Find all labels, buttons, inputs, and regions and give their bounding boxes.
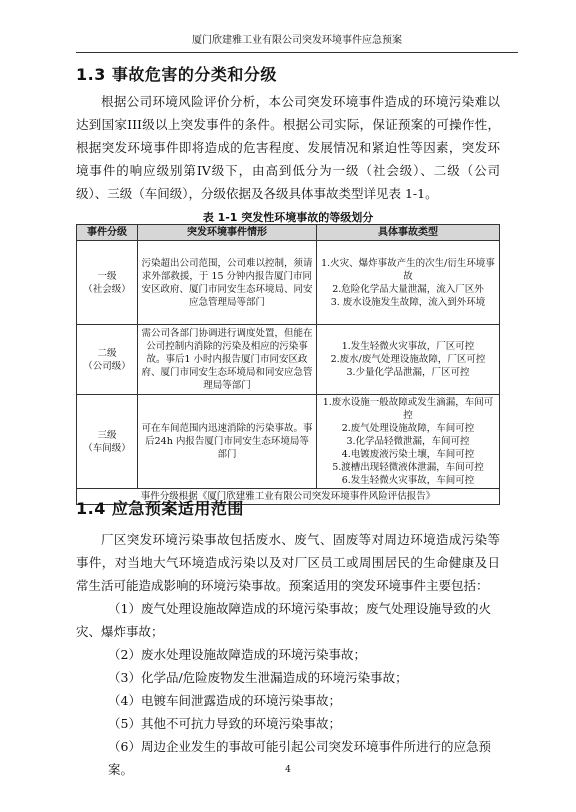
type-item: 3.化学品轻微泄漏，车间可控 — [346, 436, 470, 447]
list-item: （5）其他不可抗力导致的环境污染事故； — [108, 716, 341, 731]
table-row — [77, 395, 500, 489]
type-item: 1.发生轻微火灾事故，厂区可控 — [341, 341, 475, 352]
type-item: 4.电镀废液污染土壤，车间可控 — [341, 449, 475, 460]
section-1-4-paragraph — [76, 528, 500, 597]
level-cell — [77, 241, 138, 325]
section-1-3-paragraph — [76, 90, 500, 205]
type-item: 2.废气处理设施故障，车间可控 — [341, 423, 475, 434]
list-item: （1）废气处理设施故障造成的环境污染事故；废气处理设施导致的火灾、爆炸事故； — [76, 601, 491, 639]
type-item: 3.少量化学品泄漏，厂区可控 — [346, 367, 470, 378]
types-cell — [317, 395, 500, 489]
scenario-cell: 可在车间范围内迅速消除的污染事故。事后24h 内报告厦门市同安生态环境局等部门 — [138, 395, 317, 489]
type-item: 1.火灾、爆炸事故产生的次生/衍生环境事故 — [321, 257, 495, 282]
section-heading-1-3: 1.3 事故危害的分类和分级 — [76, 65, 277, 84]
page-number: 4 — [285, 765, 291, 775]
header-scenario: 突发环境事件情形 — [138, 225, 317, 241]
list-item: （4）电镀车间泄露造成的环境污染事故； — [108, 693, 341, 708]
table-row — [77, 241, 500, 325]
table-row — [77, 325, 500, 395]
page-header: 厦门欣建雅工业有限公司突发环境事件应急预案 — [76, 30, 518, 53]
scenario-cell: 污染超出公司范围，公司难以控制，须请求外部救援，于 15 分钟内报告厦门市同安区政府、厦门市同安生态环境局、同安应急管理局等部门 — [138, 241, 317, 325]
level-scope: （车间级） — [83, 442, 131, 454]
type-item: 2.废水/废气处理设施故障，厂区可控 — [330, 354, 486, 365]
level-name: 三级 — [97, 429, 117, 441]
level-scope: （社会级） — [83, 283, 131, 295]
header-types: 具体事故类型 — [317, 225, 500, 241]
list-item: （6）周边企业发生的事故可能引起公司突发环境事件所进行的应急预案。 — [108, 739, 491, 777]
table-caption: 表 1-1 突发性环境事故的等级划分 — [202, 211, 374, 224]
table-header-row — [77, 225, 500, 241]
type-item: 6.发生轻微火灾事故，车间可控 — [341, 475, 475, 486]
scenario-cell: 需公司各部门协调进行调度处置，但能在公司控制内消除的污染及相应的污染事故。事后1 小时内报告厦门市同安区政府、厦门市同安生态环境局和同安应急管理局等部门 — [138, 325, 317, 395]
level-cell — [77, 325, 138, 395]
types-cell — [317, 325, 500, 395]
classification-paragraph: 根据公司环境风险评价分析，本公司突发环境事件造成的环境污染难以达到国家III级以上突发事件的条件。根据公司实际，保证预案的可操作性，根据突发环境事件即将造成的危害程度、发展情况和紧迫性等因素，突发环境事件的响应级别第IV级下，由高到低分为一级（社会级）、二级（公司级）、三级（车间级），分级依据及各级具体事故类型详见表 1-1。 — [76, 94, 500, 201]
list-item: （3）化学品/危险废物发生泄漏造成的环境污染事故； — [108, 670, 408, 685]
header-level: 事件分级 — [77, 225, 138, 241]
type-item: 5.渡槽出现轻微液体泄漏，车间可控 — [332, 462, 484, 473]
level-cell — [77, 395, 138, 489]
type-item: 1.废水设施一般故障或发生滴漏，车间可控 — [322, 397, 494, 421]
level-name: 一级 — [97, 270, 117, 282]
section-heading-1-4: 1.4 应急预案适用范围 — [76, 499, 244, 518]
types-cell — [317, 241, 500, 325]
type-item: 3. 废水设施发生故障，流入到外环境 — [330, 296, 486, 308]
scope-paragraph: 厂区突发环境污染事故包括废水、废气、固废等对周边环境造成污染等事件，对当地大气环境造成污染以及对厂区员工或周围居民的生命健康及日常生活可能造成影响的环境污染事故。预案适用的突发环境事件主要包括： — [76, 532, 500, 593]
table-note: 事件分级根据《厦门欣建雅工业有限公司突发环境事件风险评估报告》 — [77, 489, 500, 505]
level-scope: （公司级） — [83, 360, 131, 372]
level-name: 二级 — [97, 347, 117, 359]
list-item: （2）废水处理设施故障造成的环境污染事故； — [108, 647, 366, 662]
type-item: 2.危险化学品大量泄漏，流入厂区外 — [332, 283, 484, 295]
event-level-table — [76, 224, 500, 505]
